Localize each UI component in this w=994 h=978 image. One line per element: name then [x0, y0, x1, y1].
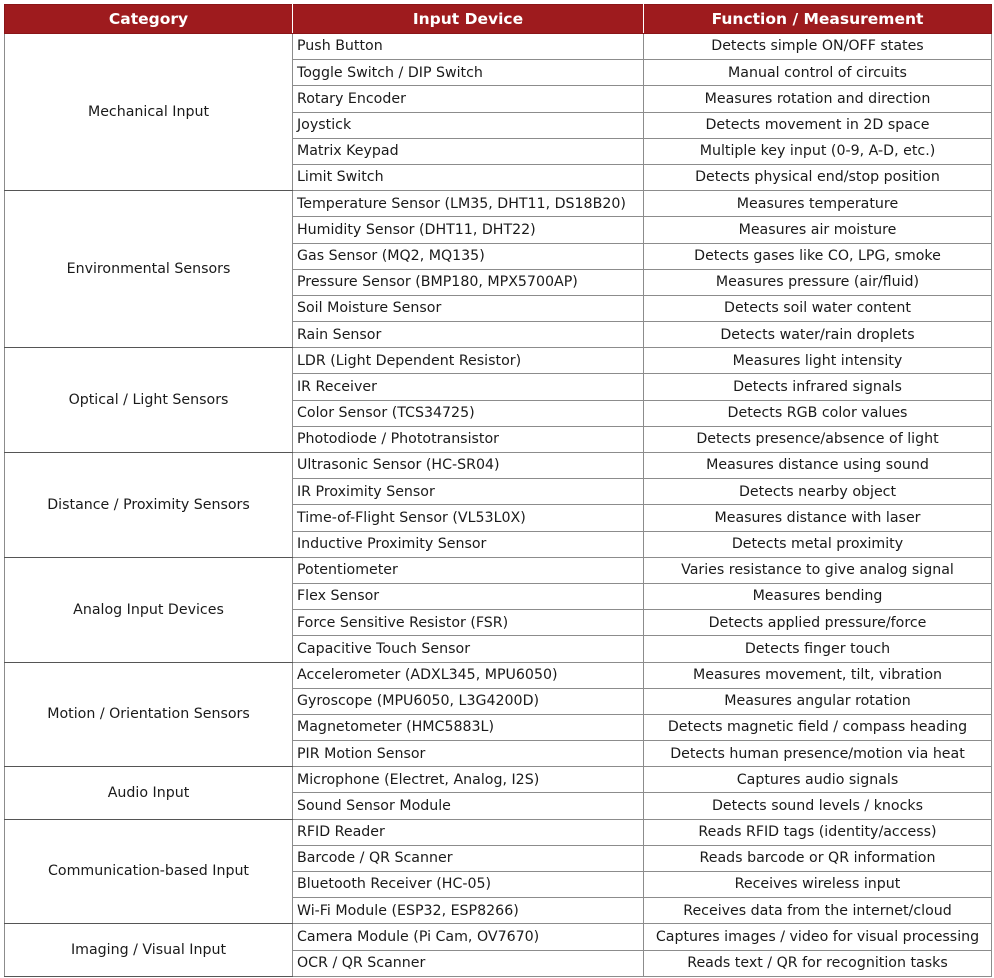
- function-cell: Receives wireless input: [644, 872, 992, 898]
- device-cell: IR Proximity Sensor: [293, 479, 644, 505]
- table-row: [5, 662, 992, 688]
- device-cell: Rain Sensor: [293, 322, 644, 348]
- function-cell: Measures bending: [644, 583, 992, 609]
- function-cell: Detects presence/absence of light: [644, 426, 992, 452]
- function-cell: Measures pressure (air/fluid): [644, 269, 992, 295]
- table-row: [5, 453, 992, 479]
- table-row: [5, 924, 992, 950]
- function-cell: Detects finger touch: [644, 636, 992, 662]
- device-cell: Photodiode / Phototransistor: [293, 426, 644, 452]
- device-cell: Inductive Proximity Sensor: [293, 531, 644, 557]
- device-cell: Gas Sensor (MQ2, MQ135): [293, 243, 644, 269]
- category-cell: Audio Input: [5, 767, 293, 819]
- category-cell: Motion / Orientation Sensors: [5, 662, 293, 767]
- device-cell: Barcode / QR Scanner: [293, 845, 644, 871]
- device-cell: RFID Reader: [293, 819, 644, 845]
- function-cell: Measures air moisture: [644, 217, 992, 243]
- function-cell: Detects applied pressure/force: [644, 610, 992, 636]
- device-cell: IR Receiver: [293, 374, 644, 400]
- category-cell: Imaging / Visual Input: [5, 924, 293, 976]
- device-cell: Humidity Sensor (DHT11, DHT22): [293, 217, 644, 243]
- header-input-device: Input Device: [293, 5, 644, 34]
- function-cell: Detects simple ON/OFF states: [644, 34, 992, 60]
- function-cell: Measures distance using sound: [644, 453, 992, 479]
- category-cell: Communication-based Input: [5, 819, 293, 924]
- function-cell: Reads text / QR for recognition tasks: [644, 950, 992, 976]
- function-cell: Detects movement in 2D space: [644, 112, 992, 138]
- table-body: [5, 34, 992, 977]
- function-cell: Measures distance with laser: [644, 505, 992, 531]
- device-cell: Bluetooth Receiver (HC-05): [293, 872, 644, 898]
- function-cell: Detects physical end/stop position: [644, 164, 992, 190]
- function-cell: Receives data from the internet/cloud: [644, 898, 992, 924]
- header-function: Function / Measurement: [644, 5, 992, 34]
- function-cell: Detects infrared signals: [644, 374, 992, 400]
- function-cell: Detects water/rain droplets: [644, 322, 992, 348]
- function-cell: Reads barcode or QR information: [644, 845, 992, 871]
- device-cell: Limit Switch: [293, 164, 644, 190]
- device-cell: Time-of-Flight Sensor (VL53L0X): [293, 505, 644, 531]
- table-row: [5, 191, 992, 217]
- function-cell: Detects gases like CO, LPG, smoke: [644, 243, 992, 269]
- device-cell: Force Sensitive Resistor (FSR): [293, 610, 644, 636]
- device-cell: Pressure Sensor (BMP180, MPX5700AP): [293, 269, 644, 295]
- function-cell: Reads RFID tags (identity/access): [644, 819, 992, 845]
- category-cell: Distance / Proximity Sensors: [5, 453, 293, 558]
- device-cell: Capacitive Touch Sensor: [293, 636, 644, 662]
- function-cell: Measures angular rotation: [644, 688, 992, 714]
- device-cell: Color Sensor (TCS34725): [293, 400, 644, 426]
- device-cell: Matrix Keypad: [293, 138, 644, 164]
- category-cell: Optical / Light Sensors: [5, 348, 293, 453]
- header-category: Category: [5, 5, 293, 34]
- device-cell: Temperature Sensor (LM35, DHT11, DS18B20): [293, 191, 644, 217]
- device-cell: Gyroscope (MPU6050, L3G4200D): [293, 688, 644, 714]
- function-cell: Detects sound levels / knocks: [644, 793, 992, 819]
- device-cell: LDR (Light Dependent Resistor): [293, 348, 644, 374]
- category-cell: Environmental Sensors: [5, 191, 293, 348]
- function-cell: Measures temperature: [644, 191, 992, 217]
- function-cell: Captures audio signals: [644, 767, 992, 793]
- device-cell: Toggle Switch / DIP Switch: [293, 60, 644, 86]
- function-cell: Captures images / video for visual processing: [644, 924, 992, 950]
- table-row: [5, 557, 992, 583]
- category-cell: Analog Input Devices: [5, 557, 293, 662]
- device-cell: PIR Motion Sensor: [293, 741, 644, 767]
- device-cell: Rotary Encoder: [293, 86, 644, 112]
- table-row: [5, 767, 992, 793]
- device-cell: Ultrasonic Sensor (HC-SR04): [293, 453, 644, 479]
- device-cell: Sound Sensor Module: [293, 793, 644, 819]
- table-row: [5, 34, 992, 60]
- function-cell: Detects metal proximity: [644, 531, 992, 557]
- device-cell: Flex Sensor: [293, 583, 644, 609]
- function-cell: Measures movement, tilt, vibration: [644, 662, 992, 688]
- function-cell: Detects magnetic field / compass heading: [644, 714, 992, 740]
- table-row: [5, 819, 992, 845]
- function-cell: Detects RGB color values: [644, 400, 992, 426]
- device-cell: Joystick: [293, 112, 644, 138]
- function-cell: Measures rotation and direction: [644, 86, 992, 112]
- device-cell: Potentiometer: [293, 557, 644, 583]
- device-cell: Push Button: [293, 34, 644, 60]
- header-row: [5, 5, 992, 34]
- device-cell: Magnetometer (HMC5883L): [293, 714, 644, 740]
- function-cell: Manual control of circuits: [644, 60, 992, 86]
- device-cell: Camera Module (Pi Cam, OV7670): [293, 924, 644, 950]
- function-cell: Detects human presence/motion via heat: [644, 741, 992, 767]
- function-cell: Multiple key input (0-9, A-D, etc.): [644, 138, 992, 164]
- function-cell: Detects nearby object: [644, 479, 992, 505]
- function-cell: Detects soil water content: [644, 295, 992, 321]
- device-cell: Wi-Fi Module (ESP32, ESP8266): [293, 898, 644, 924]
- table-header: [5, 5, 992, 34]
- device-cell: Accelerometer (ADXL345, MPU6050): [293, 662, 644, 688]
- function-cell: Measures light intensity: [644, 348, 992, 374]
- category-cell: Mechanical Input: [5, 34, 293, 191]
- function-cell: Varies resistance to give analog signal: [644, 557, 992, 583]
- input-devices-table: [4, 4, 992, 977]
- device-cell: Microphone (Electret, Analog, I2S): [293, 767, 644, 793]
- table-row: [5, 348, 992, 374]
- device-cell: Soil Moisture Sensor: [293, 295, 644, 321]
- device-cell: OCR / QR Scanner: [293, 950, 644, 976]
